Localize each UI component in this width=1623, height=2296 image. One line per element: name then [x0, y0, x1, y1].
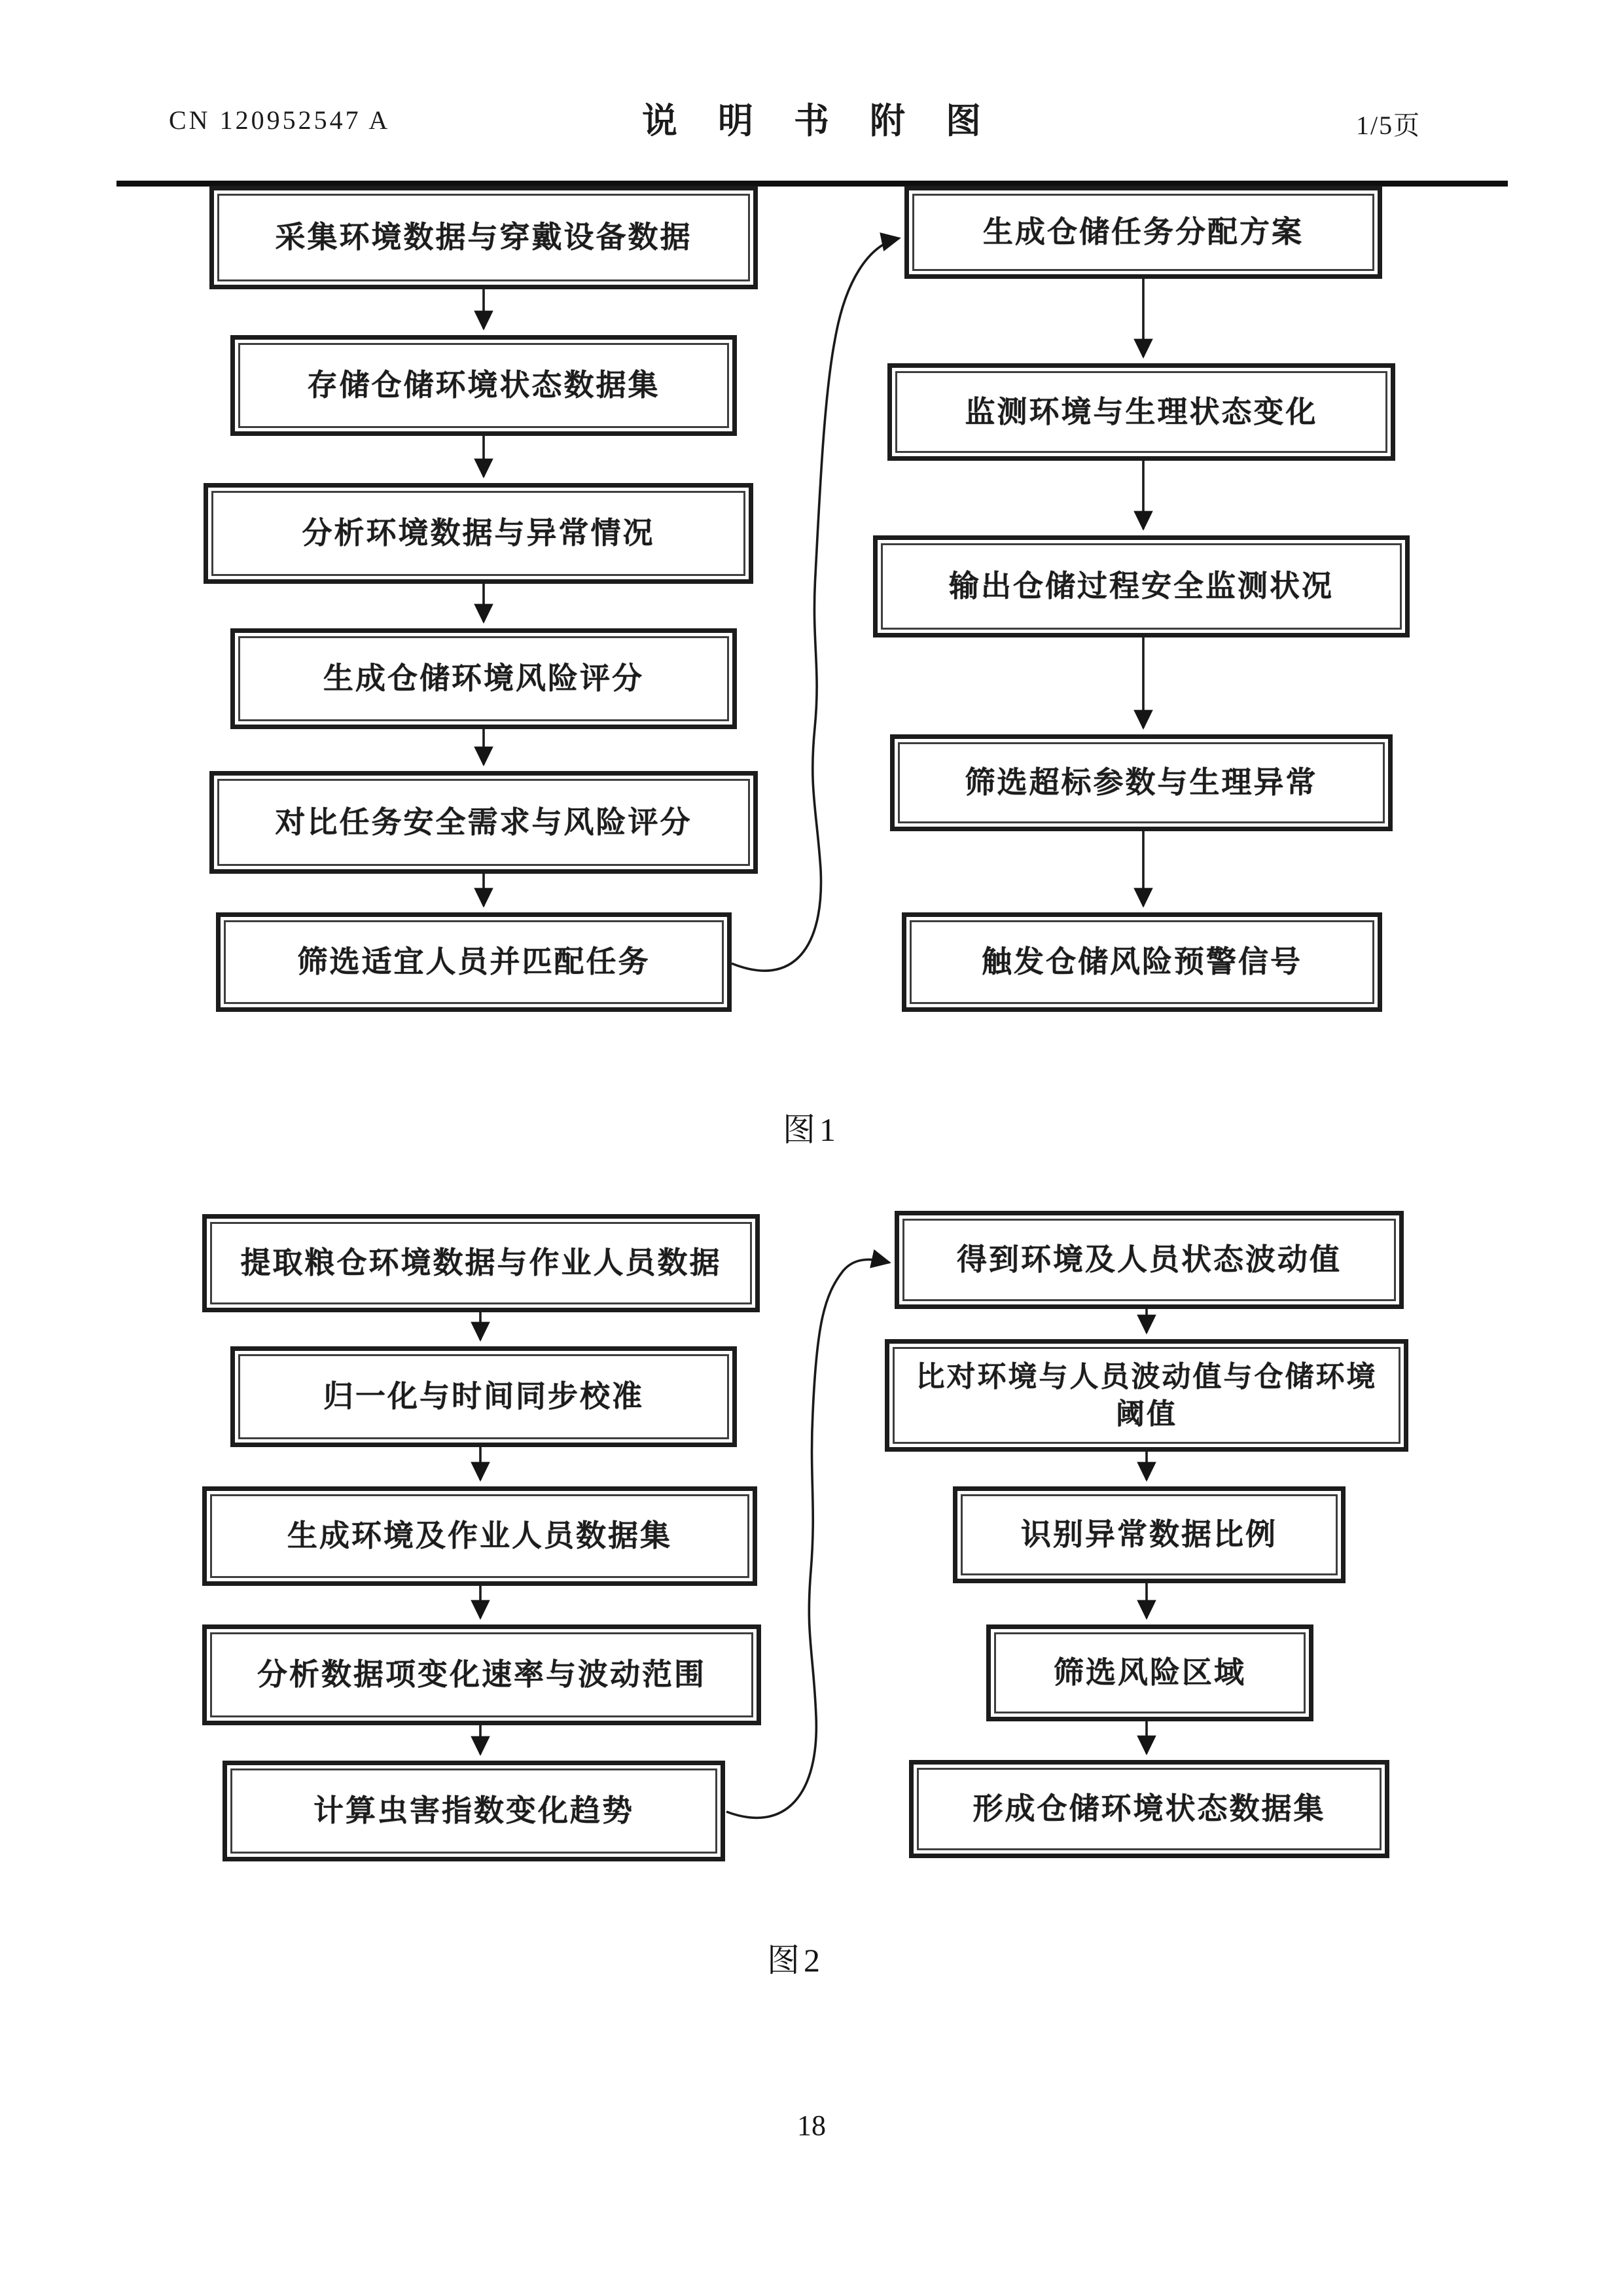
- flow-box-store-warehouse-env-dataset: 存储仓储环境状态数据集: [230, 335, 737, 436]
- flow-box-analyze-change-rate-fluctuation: 分析数据项变化速率与波动范围: [202, 1624, 761, 1725]
- flow-box-identify-abnormal-ratio: 识别异常数据比例: [953, 1486, 1346, 1583]
- flow-box-trigger-risk-warning: 触发仓储风险预警信号: [902, 912, 1382, 1012]
- page-title: 说明书附图: [642, 101, 1022, 141]
- page-number: 18: [797, 2109, 826, 2142]
- figure1-caption: 图1: [783, 1111, 840, 1148]
- flow-box-select-personnel-match-task: 筛选适宜人员并匹配任务: [216, 912, 732, 1012]
- flow-box-compare-safety-requirement: 对比任务安全需求与风险评分: [209, 771, 758, 874]
- flow-box-generate-task-allocation: 生成仓储任务分配方案: [904, 186, 1382, 279]
- document-id: CN 120952547 A: [169, 105, 391, 135]
- flow-box-screen-risk-area: 筛选风险区域: [986, 1624, 1313, 1721]
- flow-box-compare-fluctuation-threshold: 比对环境与人员波动值与仓储环境 阈值: [885, 1339, 1408, 1452]
- flow-box-collect-env-wearable-data: 采集环境数据与穿戴设备数据: [209, 186, 758, 289]
- flow-box-form-warehouse-env-dataset: 形成仓储环境状态数据集: [909, 1760, 1389, 1858]
- flow-box-extract-granary-worker-data: 提取粮仓环境数据与作业人员数据: [202, 1214, 760, 1312]
- flow-box-normalize-time-sync: 归一化与时间同步校准: [230, 1346, 737, 1447]
- flow-box-output-safety-monitoring: 输出仓储过程安全监测状况: [873, 535, 1410, 637]
- flow-box-compute-pest-index-trend: 计算虫害指数变化趋势: [223, 1761, 725, 1861]
- flow-box-screen-exceed-params: 筛选超标参数与生理异常: [890, 734, 1393, 831]
- flow-box-generate-risk-score: 生成仓储环境风险评分: [230, 628, 737, 729]
- flow-box-monitor-env-physiology: 监测环境与生理状态变化: [887, 363, 1395, 461]
- flow-box-analyze-env-anomaly: 分析环境数据与异常情况: [204, 483, 753, 584]
- flow-box-obtain-fluctuation-values: 得到环境及人员状态波动值: [895, 1211, 1404, 1309]
- page-indicator: 1/5页: [1356, 111, 1421, 140]
- figure2-caption: 图2: [767, 1942, 824, 1979]
- flow-box-generate-env-worker-dataset: 生成环境及作业人员数据集: [202, 1486, 757, 1586]
